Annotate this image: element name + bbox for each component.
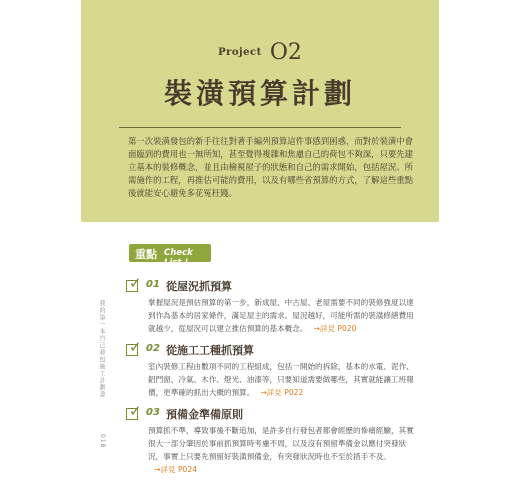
item-title: 預備金準備原則	[166, 408, 243, 421]
checklist-banner	[129, 244, 211, 268]
item-text: 掌握屋況是預估預算的第一步，新成屋、中古屋、老屋需要不同的裝修強度以達到作為基本的居家條件，滿足屋主的需求。屋況越好，可能所需的裝潢修繕費用就越少，從屋況可以建立推估預算的基本概念。	[148, 298, 414, 333]
page-reference: →詳見 P020	[313, 324, 357, 333]
item-number: 01	[146, 279, 160, 290]
item-body	[148, 296, 414, 335]
checkbox-icon	[126, 274, 142, 292]
item-title: 從屋況抓預算	[166, 280, 232, 293]
checkmark-icon: ✓	[129, 274, 142, 292]
page-reference: →詳見 P024	[154, 465, 198, 474]
project-number: O2	[269, 40, 302, 65]
item-number: 02	[146, 343, 160, 354]
book-title-sidebar: 我的第一本自己發包施工計劃書	[98, 300, 105, 398]
page-number: 018	[99, 434, 106, 449]
title-divider	[119, 127, 401, 128]
checkbox-icon	[126, 402, 142, 420]
checkmark-icon: ✓	[129, 338, 142, 356]
checklist-zh-label: 重點	[135, 248, 157, 261]
item-body	[148, 360, 414, 399]
page-reference: →詳見 P022	[260, 388, 304, 397]
project-label	[81, 40, 439, 65]
item-title: 從施工工種抓預算	[166, 344, 254, 357]
project-header	[81, 0, 439, 222]
checkmark-icon: ✓	[129, 402, 142, 420]
item-text: 室內裝修工程由數項不同的工程組成，包括一開始的拆除，基本的水電、泥作、鋁門窗、冷氣、木作、燈光、油漆等，只要知道需要做哪些，其實就能讓工班報價，更準確的抓出大概的預算。	[148, 362, 414, 397]
checklist-en-label: Check List !	[164, 248, 193, 268]
checkbox-icon	[126, 338, 142, 356]
page-title: 裝潢預算計劃	[163, 77, 356, 110]
item-number: 03	[146, 407, 160, 418]
item-body	[148, 424, 414, 476]
project-word: Project	[218, 47, 262, 58]
item-text: 預算抓不準，導致事後不斷追加，是許多自行發包者都會經歷的慘痛經驗，其實很大一部分肇因於事前抓預算時考慮不周，以及沒有預留準備金以應付突發狀況，事實上只要先預留好裝潢預備金，有突發狀況時也不至於措手不及。	[148, 426, 414, 461]
intro-paragraph: 第一次裝潢發包的新手往往對著手編列預算這件事感到困惑，而對於裝潢中會面臨到的費用也一無所知，甚至覺得複雜和焦慮自己的荷包不夠深，只要先建立基本的裝修概念，並且由檢視屋子的狀態和自己的需求開始，包括屋況、所需施作的工程，再推估可能的費用，以及有哪些省預算的方式，了解這些重點後就能安心避免多花冤枉錢。	[128, 136, 413, 198]
